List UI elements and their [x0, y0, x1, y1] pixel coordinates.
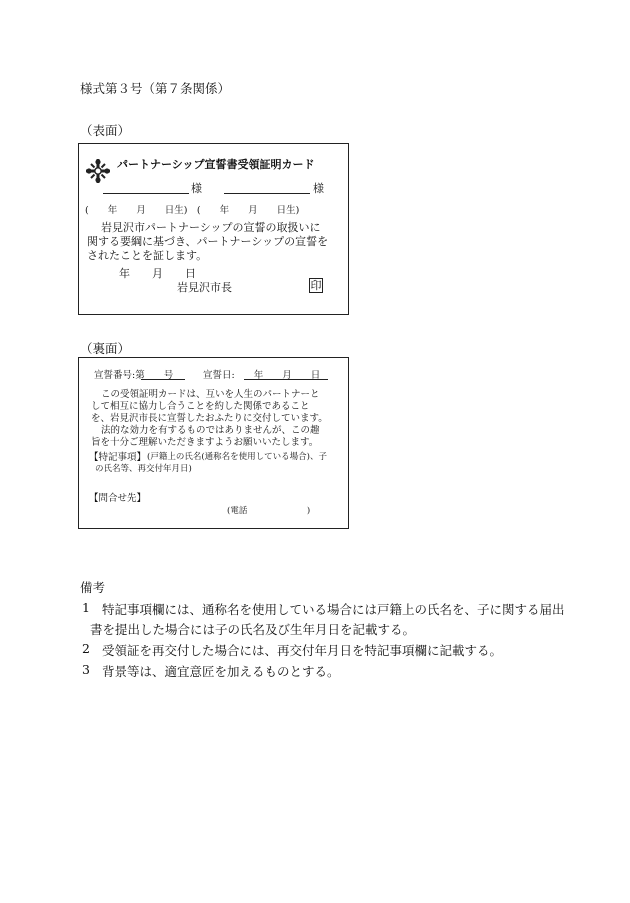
back-body-line-3: を、岩見沢市長に宣誓したおふたりに交付しています。 — [91, 413, 328, 424]
city-emblem-icon — [85, 158, 111, 184]
note-1-number: 1 — [82, 600, 90, 615]
name-suffix-2: 様 — [313, 182, 324, 195]
issue-date: 年 月 日 — [119, 267, 196, 280]
name-line-2 — [224, 193, 310, 194]
oath-date: 宣誓日: 年 月 日 — [203, 370, 321, 381]
back-body-line-4: 法的な効力を有するものではありませんが、この趣 — [101, 425, 320, 436]
front-body-line-3: されたことを証します。 — [87, 249, 208, 262]
note-2-number: 2 — [82, 641, 90, 656]
note-1-text: 特記事項欄には、通称名を使用している場合には戸籍上の氏名を、子に関する届出 — [102, 602, 565, 617]
card-title: パートナーシップ宣誓書受領証明カード — [117, 158, 315, 171]
form-number: 様式第３号（第７条関係） — [80, 81, 231, 96]
birth-row: ( 年 月 日生) ( 年 月 日生) — [85, 205, 300, 216]
contact-label: 【問合せ先】 — [89, 493, 147, 504]
oath-date-underline — [244, 379, 328, 380]
notes-title: 備考 — [80, 580, 106, 595]
oath-number-underline — [141, 379, 185, 380]
special-notes-text-1: (戸籍上の氏名(通称名を使用している場合)、子 — [147, 452, 327, 462]
issuer: 岩見沢市長 — [177, 281, 232, 294]
contact-phone: (電話 ) — [227, 506, 311, 516]
front-heading: （表面） — [80, 123, 131, 138]
oath-number: 宣誓番号:第 号 — [94, 370, 174, 381]
note-2-text: 受領証を再交付した場合には、再交付年月日を特記事項欄に記載する。 — [102, 643, 503, 658]
special-notes-text-2: の氏名等、再交付年月日) — [95, 464, 192, 474]
note-3-text: 背景等は、適宜意匠を加えるものとする。 — [102, 664, 340, 679]
back-card — [78, 357, 349, 529]
note-3-number: 3 — [82, 662, 90, 677]
name-suffix-1: 様 — [191, 182, 202, 195]
front-body-line-1: 岩見沢市パートナーシップの宣誓の取扱いに — [101, 221, 321, 234]
back-body-line-2: して相互に協力し合うことを約した関係であること — [91, 401, 310, 412]
note-1-text-cont: 書を提出した場合には子の氏名及び生年月日を記載する。 — [90, 622, 416, 637]
back-body-line-5: 旨を十分ご理解いただきますようお願いいたします。 — [91, 437, 319, 448]
seal-mark: 印 — [310, 279, 322, 292]
front-card — [78, 143, 349, 315]
back-heading: （裏面） — [80, 341, 131, 356]
front-body-line-2: 関する要綱に基づき、パートナーシップの宣誓を — [87, 235, 329, 248]
back-body-line-1: この受領証明カードは、互いを人生のパートナーと — [101, 389, 320, 400]
name-line-1 — [103, 193, 189, 194]
special-notes-label: 【特記事項】 — [89, 452, 147, 463]
